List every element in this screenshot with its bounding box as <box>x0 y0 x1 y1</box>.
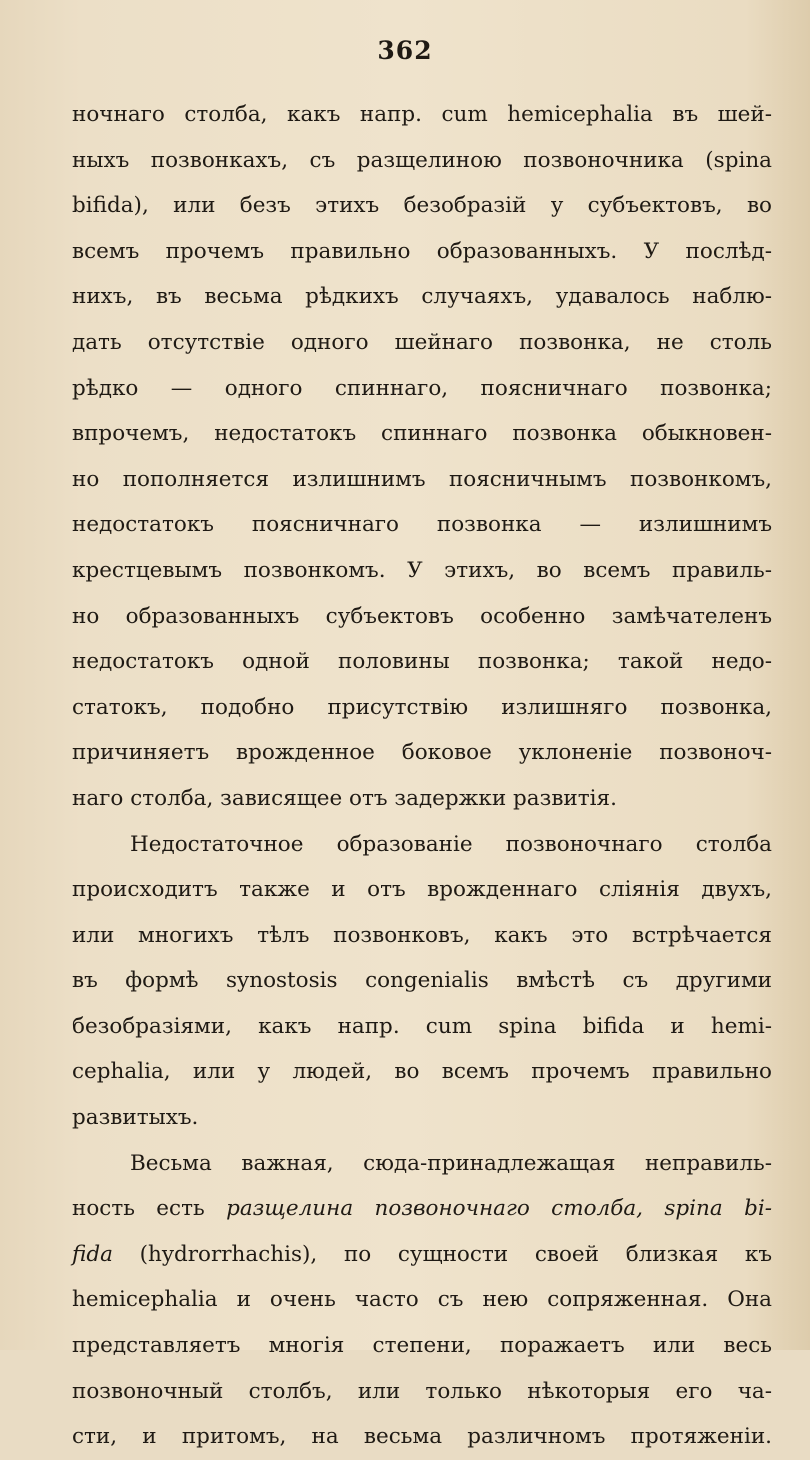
text-line: причиняетъ врожденное боковое уклоненіе позвоноч- <box>72 740 772 766</box>
text-line: крестцевымъ позвонкомъ. У этихъ, во всемъ правиль- <box>72 557 772 583</box>
text-line: но пополняется излишнимъ поясничнымъ позвонкомъ, <box>72 466 772 492</box>
text-line: позвоночный столбъ, или только нѣкоторыя его ча- <box>72 1378 772 1404</box>
text-line: наго столба, зависящее отъ задержки развитія. <box>72 785 617 811</box>
text-line-mixed <box>72 1186 772 1232</box>
text-line: происходитъ также и отъ врожденнаго сліянія двухъ, <box>72 877 772 903</box>
text-line: всемъ прочемъ правильно образованныхъ. У послѣд- <box>72 238 772 264</box>
text-line: сти, и притомъ, на весьма различномъ протяженіи. <box>72 1424 772 1450</box>
text-line: ночнаго столба, какъ напр. cum hemicephalia въ шей- <box>72 102 772 127</box>
paragraph-3 <box>72 1141 772 1460</box>
paragraph-2 <box>72 822 772 1141</box>
text-line: развитыхъ. <box>72 1105 199 1131</box>
text-line: нихъ, въ весьма рѣдкихъ случаяхъ, удавалось наблю- <box>72 284 772 310</box>
text-run: (hydrorrhachis), по сущности своей близкая къ <box>112 1241 772 1267</box>
text-line: безобразіями, какъ напр. cum spina bifida и hemi- <box>72 1013 772 1039</box>
body-text <box>72 92 772 1460</box>
text-line: bifida), или безъ этихъ безобразій у субъектовъ, во <box>72 193 772 219</box>
page-number: 362 <box>377 36 433 65</box>
italic-term: fida <box>72 1241 113 1267</box>
text-line: Недостаточное образованіе позвоночнаго столба <box>130 831 772 857</box>
text-line: но образованныхъ субъектовъ особенно замѣчателенъ <box>72 603 772 629</box>
text-line: недостатокъ одной половины позвонка; такой недо- <box>72 649 772 675</box>
text-line: въ формѣ synostosis congenialis вмѣстѣ съ другими <box>72 968 772 994</box>
text-line: или многихъ тѣлъ позвонковъ, какъ это встрѣчается <box>72 922 772 948</box>
text-line: статокъ, подобно присутствію излишняго позвонка, <box>72 694 772 720</box>
text-run: ность есть <box>72 1196 227 1222</box>
text-line: рѣдко — одного спиннаго, поясничнаго позвонка; <box>72 375 772 401</box>
text-line: представляетъ многія степени, поражаетъ или весь <box>72 1333 772 1359</box>
text-line: Весьма важная, сюда-принадлежащая неправиль- <box>130 1150 772 1176</box>
italic-term: разщелина позвоночнаго столба, spina bi- <box>226 1196 772 1222</box>
text-line: дать отсутствіе одного шейнаго позвонка, не столь <box>72 329 772 355</box>
text-line: ныхъ позвонкахъ, съ разщелиною позвоночника (spina <box>72 147 772 173</box>
paragraph-1 <box>72 92 772 822</box>
text-line: недостатокъ поясничнаго позвонка — излишнимъ <box>72 512 772 538</box>
text-line: cephalia, или у людей, во всемъ прочемъ правильно <box>72 1059 772 1085</box>
text-line: впрочемъ, недостатокъ спиннаго позвонка обыкновен- <box>72 421 772 447</box>
text-line-mixed <box>72 1232 772 1278</box>
text-line: hemicephalia и очень часто съ нею сопряженная. Она <box>72 1287 772 1313</box>
